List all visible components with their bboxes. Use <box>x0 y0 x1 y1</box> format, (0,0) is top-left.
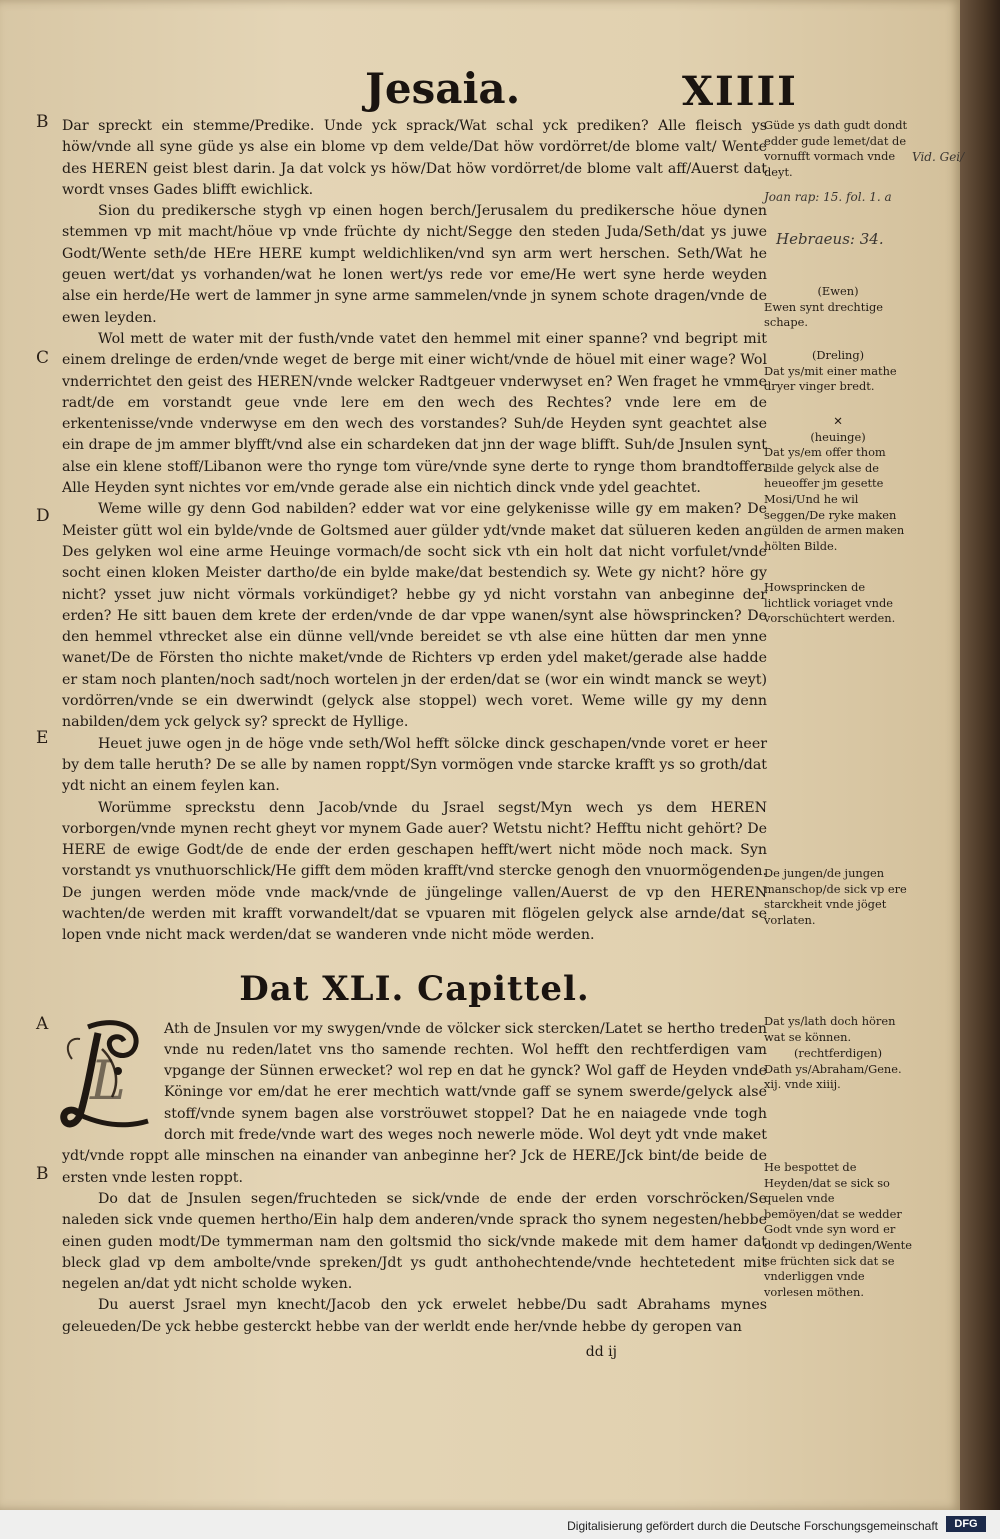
side-note-keyword: (Ewen) <box>817 284 859 298</box>
folio-number: XIIII <box>682 68 798 115</box>
book-edge <box>960 0 1000 1539</box>
side-note: Dath ys/Abraham/Gene. xij. vnde xiiij. <box>764 1061 902 1092</box>
cross-mark-icon: ✕ <box>833 414 843 428</box>
body-paragraph: Heuet juwe ogen jn de höge vnde seth/Wol hefft sölcke dinck geschapen/vnde voret er heer by dem talle heruth? De se alle by namen roppt/Syn vormögen vnde starcke krafft ys so groth/dat ydt nicht an einem feylen kan. <box>62 735 767 795</box>
side-note: Dat ys/mit einer mathe dryer vinger bredt. <box>764 363 897 394</box>
dfg-logo: DFG <box>946 1516 986 1532</box>
margin-letter: E <box>36 728 49 748</box>
handwritten-note: Vid. Gei/ <box>912 150 965 164</box>
chapter-paragraph: Ath de Jnsulen vor my swygen/vnde de völcker sick stercken/Latet se hertho treden vnde nu reden/latet vns tho samende rechten. Wol hefft den rechtferdigen vam vpgange der Sünnen erwecket? wol rep en dat he gynck? Wol gaff de Heyden vnde Köninge vor em/dat he erer mechtich watt/vnde gaff se synem swerde/gelyck alse stoff/vnde synem bagen alse vorströuwet stoppel? Dat he en naiagede vnde togh dorch mit frede/vnde wart des weges noch newerle möde. Wol deyt ydt vnde maket ydt/vnde roppt alle minschen na einander van anbeginne her? Jck de HERE/Jck bint/de beide de ersten vnde lesten roppt. <box>62 1020 767 1186</box>
side-note-keyword: (heuinge) <box>810 429 866 444</box>
side-note-group <box>764 414 912 554</box>
margin-letter: B <box>36 112 49 132</box>
chapter-paragraph: Do dat de Jnsulen segen/fruchteden se sick/vnde de ende der erden vorschröcken/Se naleden sick vnde quemen hertho/Ein halp dem anderen/vnde sprack tho synem negesten/hebbe einen guden modt/De tymmerman nam den goltsmid tho sick/vnde makede mit dem hamer dat bleck glad vp dem ambolte/vnde spreken/Jdt ys gudt anthohechtende/vnde hechtetedent mit negelen an/dat ydt nicht scholde wyken. <box>62 1190 767 1293</box>
side-note: Güde ys dath gudt dondt edder gude lemet/dat de vornufft vormach vnde deyt. <box>764 118 908 179</box>
side-note-keyword: (Dreling) <box>811 348 865 362</box>
chapter-heading: Dat XLI. Capittel. <box>239 968 590 1009</box>
dropcap-letter: L <box>90 1048 126 1112</box>
main-text-column <box>62 116 767 1363</box>
body-paragraph: Dar spreckt ein stemme/Predike. Unde yck sprack/Wat schal yck prediken? Alle fleisch ys höw/vnde all syne güde ys alse ein blome vp dem velde/Dat höw vordörret/de blome valt/ Wente des HEREN geist blest darin. Ja dat volck ys höw/Dat höw vordörret/de blome valt aff/Auerst dat wordt vnses Gades blifft ewichlick. <box>62 118 767 198</box>
side-note: Ewen synt drechtige schape. <box>764 299 884 330</box>
margin-letter: C <box>36 348 50 368</box>
side-note: Dat ys/em offer thom Bilde gelyck alse de heueoffer jm gesette Mosi/Und he wil seggen/De ryke maken gülden de armen maken hölten Bilde. <box>764 445 905 553</box>
digitization-credit: Digitalisierung gefördert durch die Deutsche Forschungsgemeinschaft <box>567 1519 938 1533</box>
handwritten-note: Hebraeus: 34. <box>776 230 884 248</box>
side-note-keyword: (rechtferdigen) <box>793 1046 883 1060</box>
body-paragraph: Worümme spreckstu denn Jacob/vnde du Jsrael segst/Myn wech ys dem HEREN vorborgen/vnde mynen recht gheyt vor mynem Gade auer? Wetstu nicht? Hefftu nicht gehört? De HERE de ewige Godt/de de ende der erden geschapen hefft/wert nicht möde noch mack. Syn vorstandt ys vnuthuorschlick/He gifft dem möden krafft/vnd stercke genogh den vnuormögenden. De jungen werden möde vnde mack/vnde de jüngelinge vallen/Auerst de vp den HEREN wachten/de werden mit krafft vorwandelt/dat se vpuaren mit flögelen gelyck alse arnde/dat se lopen vnde nicht mack werden/dat se wanderen vnde nicht möde werden. <box>62 799 767 944</box>
margin-letter: A <box>36 1014 49 1034</box>
handwritten-note: Joan rap: 15. fol. 1. a <box>764 190 892 204</box>
running-title: Jesaia. <box>365 64 521 113</box>
side-note: Howsprincken de lichtlick voriaget vnde vorschüchtert werden. <box>764 580 896 626</box>
side-note: De jungen/de jungen manschop/de sick vp ere starckheit vnde jöget vorlaten. <box>764 866 907 927</box>
side-note-group <box>764 348 912 395</box>
dropcap-initial <box>58 1019 154 1133</box>
margin-letter: D <box>36 506 50 526</box>
side-note: He bespottet de Heyden/dat se sick so quelen vnde bemöyen/dat se wedder Godt vnde syn word er dondt vp dedingen/Wente se früchten sick dat se vnderliggen vnde vorlesen möthen. <box>764 1160 913 1299</box>
side-note: Dat ys/lath doch hören wat se können. <box>764 1014 896 1044</box>
body-paragraph: Weme wille gy denn God nabilden? edder wat vor eine gelykenisse wille gy em maken? De Meister gütt wol ein bylde/vnde de Goltsmed auer gülder ydt/vnde maket dat sülueren keden an. Des gelyken wol eine arme Heuinge vormach/de socht sick vth ein holt dat nicht vorfulet/vnde socht einen kloken Meister dartho/de ein bylde make/dat bestendich sy. Wete gy nicht? höre gy nicht? ysset juw nicht vörmals vorkündiget? hebbe gy yd nicht vorstahn van anbeginne der erden? He sitt bauen dem krete der erden/vnde de dar vppe wanen/synt alse höwsprincken? De den hemmel vthrecket alse ein dünne vell/vnde bereidet se vth alse eine hütten dar men ynne wanet/De de Försten tho nichte maket/vnde de Richters vp erden ydel maket/gerade alse hadde er stam noch planten/noch sadt/noch wortelen jn der erden/dat se (wor ein windt manck se weyt) vordörren/vnde se ein dwerwindt (gelyck alse stoppel) wech voret. Weme wille gy my denn nabilden/dem yck gelyck sy? spreckt de Hyllige. <box>62 501 767 731</box>
side-note-group <box>764 284 912 331</box>
signature-mark: dd ij <box>585 1344 617 1361</box>
body-paragraph: Wol mett de water mit der fusth/vnde vatet den hemmel mit einer spanne? vnd begript mit einem drelinge de erden/vnde weget de berge mit einer wicht/vnde de höuel mit einer wage? Wol vnderrichtet den geist des HEREN/vnde welcker Radtgeuer vnderwyset en? Wen fraget he vmme radt/de em vorstandt geue vnde lere em den wech des Rechtes? vnde lere em de erkentenisse/vnde vnderwyse em den wech des vorstandes? Suh/de Heyden synt geachtet alse ein drape de jm ammer blyfft/vnd alse ein schardeken dat jnn der wage blifft. Suh/de Jnsulen synt alse ein klene stoff/Libanon were tho rynge tom vüre/vnde syne derte to rynge thom brandtoffer. Alle Heyden synt nichtes vor em/vnde gerade alse ein nichtich dinck vnde ydel geachtet. <box>62 330 767 497</box>
body-paragraph: Sion du predikersche stygh vp einen hogen berch/Jerusalem du predikersche höue dynen stemmen vp mit macht/höue vp vnde früchte dy nicht/Segge den steden Juda/Seth/dat ys juwe Godt/Wente seth/de HEre HERE kumpt weldichliken/vnd syn arm wert herschen. Seth/Wat he geuen wert/dat ys vorhanden/wat he lonen wert/ys rede vor eme/He wert syne herde weyden alse ein herde/He wert de lammer jn syne arme sammelen/vnde jn synem schote dragen/vnde de ewen leyden. <box>62 203 767 326</box>
side-note-group <box>764 1046 912 1093</box>
chapter-paragraph: Du auerst Jsrael myn knecht/Jacob den yck erwelet hebbe/Du sadt Abrahams mynes geleueden/De yck hebbe gesterckt hebbe van der werldt ende her/vnde hebbe dy geropen van <box>62 1297 767 1335</box>
margin-letter: B <box>36 1164 49 1184</box>
